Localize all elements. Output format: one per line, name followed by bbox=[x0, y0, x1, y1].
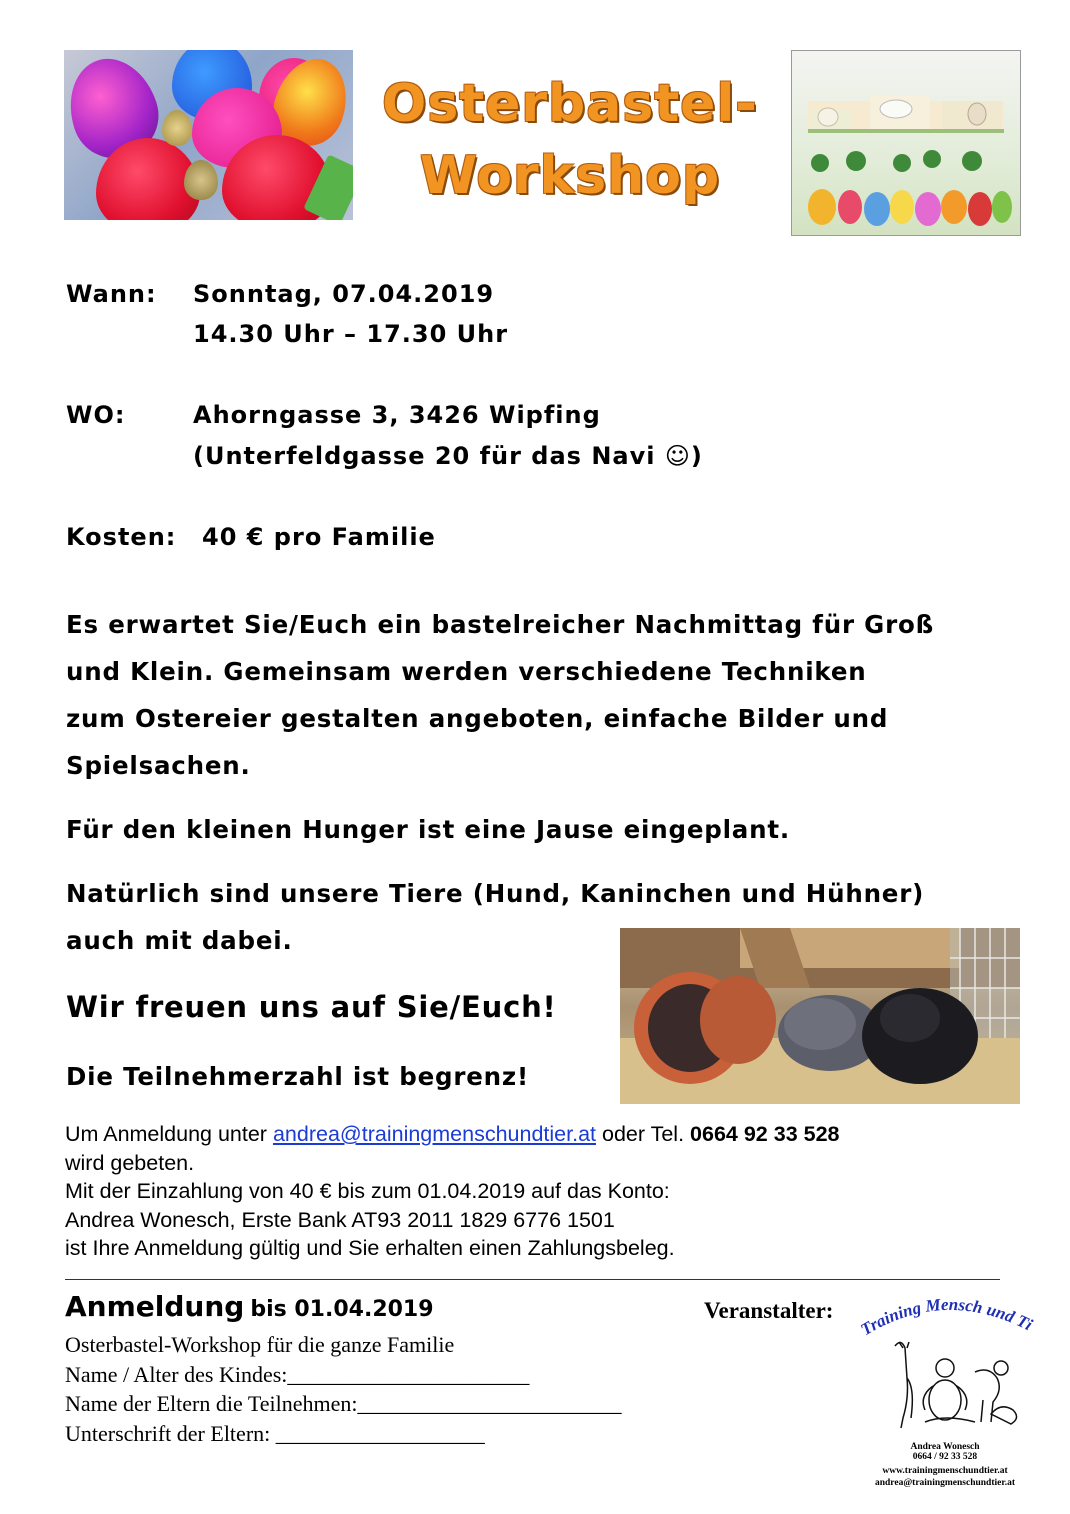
jause-text: Für den kleinen Hunger ist eine Jause eingeplant. bbox=[66, 815, 790, 844]
kosten-label: Kosten: bbox=[66, 523, 177, 551]
tel-prefix: oder Tel. bbox=[601, 1122, 685, 1146]
title-line-1: Osterbastel- bbox=[382, 74, 758, 134]
email-link[interactable]: andrea@trainingmenschundtier.at bbox=[272, 1122, 596, 1146]
wann-date: Sonntag, 07.04.2019 bbox=[193, 280, 495, 308]
description-line-1: Es erwartet Sie/Euch ein bastelreicher Nachmittag für Groß bbox=[66, 610, 935, 639]
tiere-line-2: auch mit dabei. bbox=[66, 926, 293, 955]
field-eltern: Name der Eltern die Teilnehmen:________________________ bbox=[65, 1391, 622, 1416]
greeting-text: Wir freuen uns auf Sie/Euch! bbox=[66, 990, 557, 1024]
description-line-4: Spielsachen. bbox=[66, 751, 251, 780]
description-line-3: zum Ostereier gestalten angeboten, einfache Bilder und bbox=[66, 704, 889, 733]
registration-line-5: ist Ihre Anmeldung gültig und Sie erhalten einen Zahlungsbeleg. bbox=[65, 1236, 675, 1260]
easter-painting bbox=[791, 50, 1021, 236]
registration-info bbox=[65, 1120, 840, 1263]
description-line-2: und Klein. Gemeinsam werden verschiedene Techniken bbox=[66, 657, 867, 686]
wo-address: Ahorngasse 3, 3426 Wipfing bbox=[193, 401, 601, 429]
registration-line-3: Mit der Einzahlung von 40 € bis zum 01.04.2019 auf das Konto: bbox=[65, 1179, 670, 1203]
registration-line-2: wird gebeten. bbox=[65, 1150, 195, 1175]
logo-web: www.trainingmenschundtier.at bbox=[882, 1466, 1008, 1476]
logo-graphic bbox=[855, 1288, 1035, 1438]
tiere-line-1: Natürlich sind unsere Tiere (Hund, Kaninchen und Hühner) bbox=[66, 879, 925, 908]
tel-number: 0664 92 33 528 bbox=[690, 1122, 840, 1146]
limit-text: Die Teilnehmerzahl ist begrenz! bbox=[66, 1062, 529, 1091]
wo-navi: (Unterfeldgasse 20 für das Navi ☺) bbox=[193, 442, 703, 470]
divider-line bbox=[65, 1279, 1000, 1280]
easter-eggs-photo bbox=[64, 50, 353, 220]
anmeldung-title: Anmeldung bbox=[65, 1290, 245, 1323]
anmeldung-heading bbox=[65, 1290, 434, 1323]
anmeldung-form bbox=[65, 1330, 622, 1448]
title-line-2: Workshop bbox=[419, 146, 721, 206]
anmeldung-subtitle: Osterbastel-Workshop für die ganze Familie bbox=[65, 1332, 455, 1357]
wo-label: WO: bbox=[66, 401, 126, 429]
organizer-logo bbox=[855, 1288, 1035, 1488]
logo-phone: 0664 / 92 33 528 bbox=[912, 1452, 978, 1462]
veranstalter-label: Veranstalter: bbox=[704, 1298, 834, 1323]
registration-prefix: Um Anmeldung unter bbox=[65, 1122, 267, 1146]
wann-time: 14.30 Uhr – 17.30 Uhr bbox=[193, 320, 509, 348]
chickens-photo bbox=[620, 928, 1020, 1104]
kosten-value: 40 € pro Familie bbox=[202, 523, 436, 551]
registration-line-4: Andrea Wonesch, Erste Bank AT93 2011 1829 6776 1501 bbox=[65, 1207, 615, 1232]
wann-label: Wann: bbox=[66, 280, 157, 308]
field-kind: Name / Alter des Kindes:______________________ bbox=[65, 1361, 530, 1387]
painting-illustration bbox=[792, 51, 1020, 235]
logo-name: Andrea Wonesch bbox=[910, 1442, 980, 1452]
anmeldung-deadline: bis 01.04.2019 bbox=[250, 1297, 434, 1322]
logo-mail: andrea@trainingmenschundtier.at bbox=[874, 1478, 1015, 1488]
chickens-illustration bbox=[620, 928, 1020, 1104]
registration-line-1 bbox=[65, 1120, 840, 1149]
logo-arc-text: Training Mensch und Ti bbox=[857, 1294, 1035, 1340]
field-unterschrift: Unterschrift der Eltern: ___________________ bbox=[65, 1420, 485, 1446]
